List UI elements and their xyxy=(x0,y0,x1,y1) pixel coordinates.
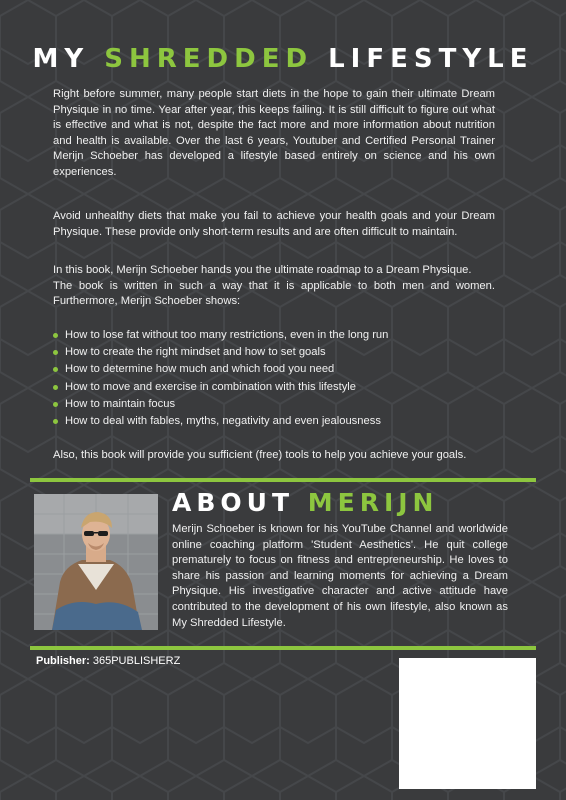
green-divider-bottom xyxy=(30,646,536,650)
title-word-my: MY xyxy=(32,44,90,74)
list-item: How to move and exercise in combination with this lifestyle xyxy=(53,379,495,396)
green-divider-top xyxy=(30,478,536,482)
list-item: How to maintain focus xyxy=(53,396,495,413)
list-item: How to create the right mindset and how to set goals xyxy=(53,344,495,361)
about-heading xyxy=(172,488,438,517)
bullet-dot-icon xyxy=(53,367,58,372)
intro-paragraph-2: Avoid unhealthy diets that make you fail to achieve your health goals and your Dream Physique. These provide only short-term results and are often difficult to maintain. xyxy=(53,210,495,238)
publisher-name: 365PUBLISHERZ xyxy=(92,655,181,667)
title-word-shredded: SHREDDED xyxy=(104,44,314,74)
publisher-line xyxy=(36,655,180,667)
bullet-dot-icon xyxy=(53,402,58,407)
bullet-dot-icon xyxy=(53,350,58,355)
intro-paragraph-3-line-1: In this book, Merijn Schoeber hands you the ultimate roadmap to a Dream Physique. xyxy=(53,264,472,276)
publisher-label: Publisher: xyxy=(36,655,90,667)
list-item: How to determine how much and which food you need xyxy=(53,361,495,378)
intro-paragraph-3-rest: The book is written in such a way that it is applicable to both men and women. Furthermore, Merijn Schoeber shows: xyxy=(53,279,495,308)
list-item: How to lose fat without too many restrictions, even in the long run xyxy=(53,327,495,344)
about-heading-word-1: ABOUT xyxy=(172,488,295,517)
about-paragraph: Merijn Schoeber is known for his YouTube Channel and worldwide online coaching platform 'Student Aesthetics'. He quit college prematurely to focus on fitness and entrepreneurship. He loves to share his passion and learning moments for achieving a Dream Physique. His investigative character and active attitude have contributed to the development of his own lifestyle, also known as My Shredded Lifestyle. xyxy=(172,523,508,629)
about-heading-word-2: MERIJN xyxy=(307,488,439,517)
bullet-dot-icon xyxy=(53,333,58,338)
title-word-lifestyle: LIFESTYLE xyxy=(328,44,534,74)
list-item: How to deal with fables, myths, negativity and even jealousness xyxy=(53,413,495,430)
benefits-list xyxy=(53,327,495,430)
author-photo xyxy=(34,494,158,630)
book-title xyxy=(0,44,566,74)
intro-paragraph-3 xyxy=(53,263,495,310)
intro-paragraph-1: Right before summer, many people start diets in the hope to gain their ultimate Dream Physique in no time. Year after year, this keeps failing. It is still difficult to figure out what is effective and what is not, despite the fact more and more information about nutrition and health is available. Over the last 6 years, Youtuber and Certified Personal Trainer Merijn Schoeber has developed a lifestyle based entirely on science and his own experiences. xyxy=(53,88,495,178)
intro-paragraph-4: Also, this book will provide you sufficient (free) tools to help you achieve your goals. xyxy=(53,449,467,461)
barcode-placeholder xyxy=(399,658,536,789)
bullet-dot-icon xyxy=(53,419,58,424)
bullet-dot-icon xyxy=(53,385,58,390)
author-photo-illustration xyxy=(34,494,158,630)
